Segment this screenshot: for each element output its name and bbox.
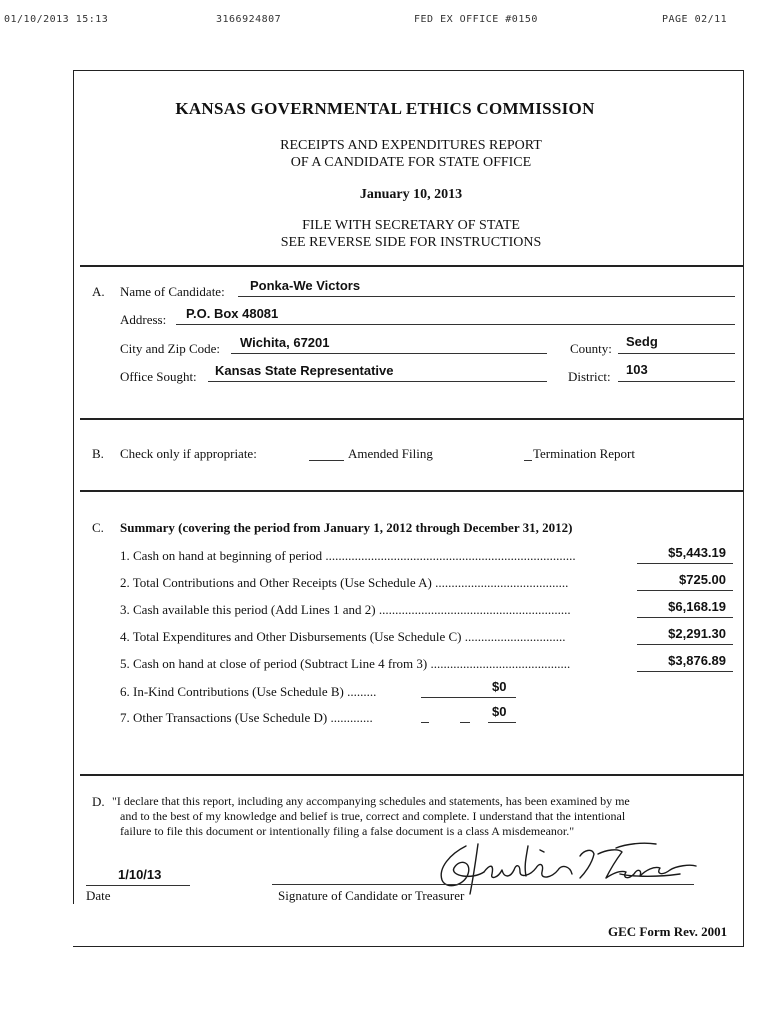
form-top-border (73, 70, 744, 71)
summary-line-7-rule-a (421, 722, 429, 723)
fax-sender: FED EX OFFICE #0150 (414, 14, 538, 25)
section-d-letter: D. (92, 794, 105, 809)
summary-line-4-label: 4. Total Expenditures and Other Disbursements (Use Schedule C) ............................... (120, 629, 566, 644)
divider-b (80, 418, 743, 420)
summary-line-6-value: $0 (492, 679, 507, 694)
divider-a (80, 265, 743, 267)
county-line (618, 353, 735, 354)
declaration-line-1: "I declare that this report, including any accompanying schedules and statements, has been examined by me (112, 794, 630, 808)
declaration-line-2: and to the best of my knowledge and belief is true, correct and complete. I understand that the intentional (120, 809, 626, 823)
section-c-letter: C. (92, 520, 104, 535)
city-zip-line (231, 353, 547, 354)
city-zip-label: City and Zip Code: (120, 341, 221, 356)
address-value: P.O. Box 48081 (186, 306, 279, 321)
signature-line (272, 884, 694, 885)
summary-line-6-label: 6. In-Kind Contributions (Use Schedule B) ......... (120, 684, 377, 699)
summary-line-1-label: 1. Cash on hand at beginning of period ............................................................................. (120, 548, 576, 563)
candidate-name-line (238, 296, 735, 297)
summary-line-2-rule (637, 590, 733, 591)
report-date: January 10, 2013 (359, 187, 463, 202)
fax-page: PAGE 02/11 (662, 14, 728, 25)
address-label: Address: (120, 312, 167, 327)
summary-line-6-rule (421, 697, 516, 698)
summary-line-7-rule-c (488, 722, 516, 723)
termination-report-label: Termination Report (533, 446, 635, 461)
file-instructions-line1: FILE WITH SECRETARY OF STATE (302, 218, 520, 233)
summary-line-5-rule (637, 671, 733, 672)
amended-filing-label: Amended Filing (348, 446, 433, 461)
amended-checkbox-line[interactable] (309, 460, 344, 461)
date-line (86, 885, 190, 886)
signature-label: Signature of Candidate or Treasurer (278, 888, 465, 903)
fax-datetime: 01/10/2013 15:13 (4, 14, 109, 25)
summary-line-5-value: $3,876.89 (668, 653, 726, 668)
office-sought-label: Office Sought: (120, 369, 197, 384)
summary-line-7-value: $0 (492, 704, 507, 719)
date-label: Date (86, 888, 111, 903)
summary-line-5-label: 5. Cash on hand at close of period (Subtract Line 4 from 3) ........................................... (120, 656, 571, 671)
divider-d (80, 774, 743, 776)
county-label: County: (570, 341, 612, 356)
candidate-name-label: Name of Candidate: (120, 284, 225, 299)
summary-line-7-rule-b (460, 722, 470, 723)
commission-title: KANSAS GOVERNMENTAL ETHICS COMMISSION (175, 99, 595, 118)
summary-line-4-value: $2,291.30 (668, 626, 726, 641)
county-value: Sedg (626, 334, 658, 349)
summary-line-3-rule (637, 617, 733, 618)
summary-line-3-label: 3. Cash available this period (Add Lines 1 and 2) ........................................................... (120, 602, 571, 617)
section-b-letter: B. (92, 446, 104, 461)
summary-line-1-value: $5,443.19 (668, 545, 726, 560)
declaration-line-3: failure to file this document or intentionally filing a false document is a class A misdemeanor." (120, 824, 575, 838)
address-line (176, 324, 735, 325)
section-a-letter: A. (92, 284, 105, 299)
summary-line-2-value: $725.00 (679, 572, 726, 587)
summary-line-2-label: 2. Total Contributions and Other Receipts (Use Schedule A) ......................................... (120, 575, 569, 590)
summary-line-3-value: $6,168.19 (668, 599, 726, 614)
candidate-name-value: Ponka-We Victors (250, 278, 361, 293)
check-appropriate-label: Check only if appropriate: (120, 446, 257, 461)
summary-line-4-rule (637, 644, 733, 645)
fax-phone: 3166924807 (216, 14, 282, 25)
signature-date-value: 1/10/13 (118, 867, 162, 882)
divider-c (80, 490, 743, 492)
district-line (618, 381, 735, 382)
office-sought-value: Kansas State Representative (215, 363, 394, 378)
form-bottom-border (73, 946, 744, 947)
district-label: District: (568, 369, 611, 384)
city-zip-value: Wichita, 67201 (240, 335, 330, 350)
report-title-line2: OF A CANDIDATE FOR STATE OFFICE (290, 155, 532, 170)
summary-line-1-rule (637, 563, 733, 564)
office-sought-line (208, 381, 547, 382)
report-title-line1: RECEIPTS AND EXPENDITURES REPORT (280, 138, 542, 153)
district-value: 103 (626, 362, 648, 377)
termination-checkbox-line[interactable] (524, 460, 532, 461)
form-revision: GEC Form Rev. 2001 (608, 924, 728, 939)
file-instructions-line2: SEE REVERSE SIDE FOR INSTRUCTIONS (280, 235, 542, 250)
summary-title: Summary (covering the period from January 1, 2012 through December 31, 2012) (120, 520, 573, 535)
summary-line-7-label: 7. Other Transactions (Use Schedule D) ............. (120, 710, 373, 725)
